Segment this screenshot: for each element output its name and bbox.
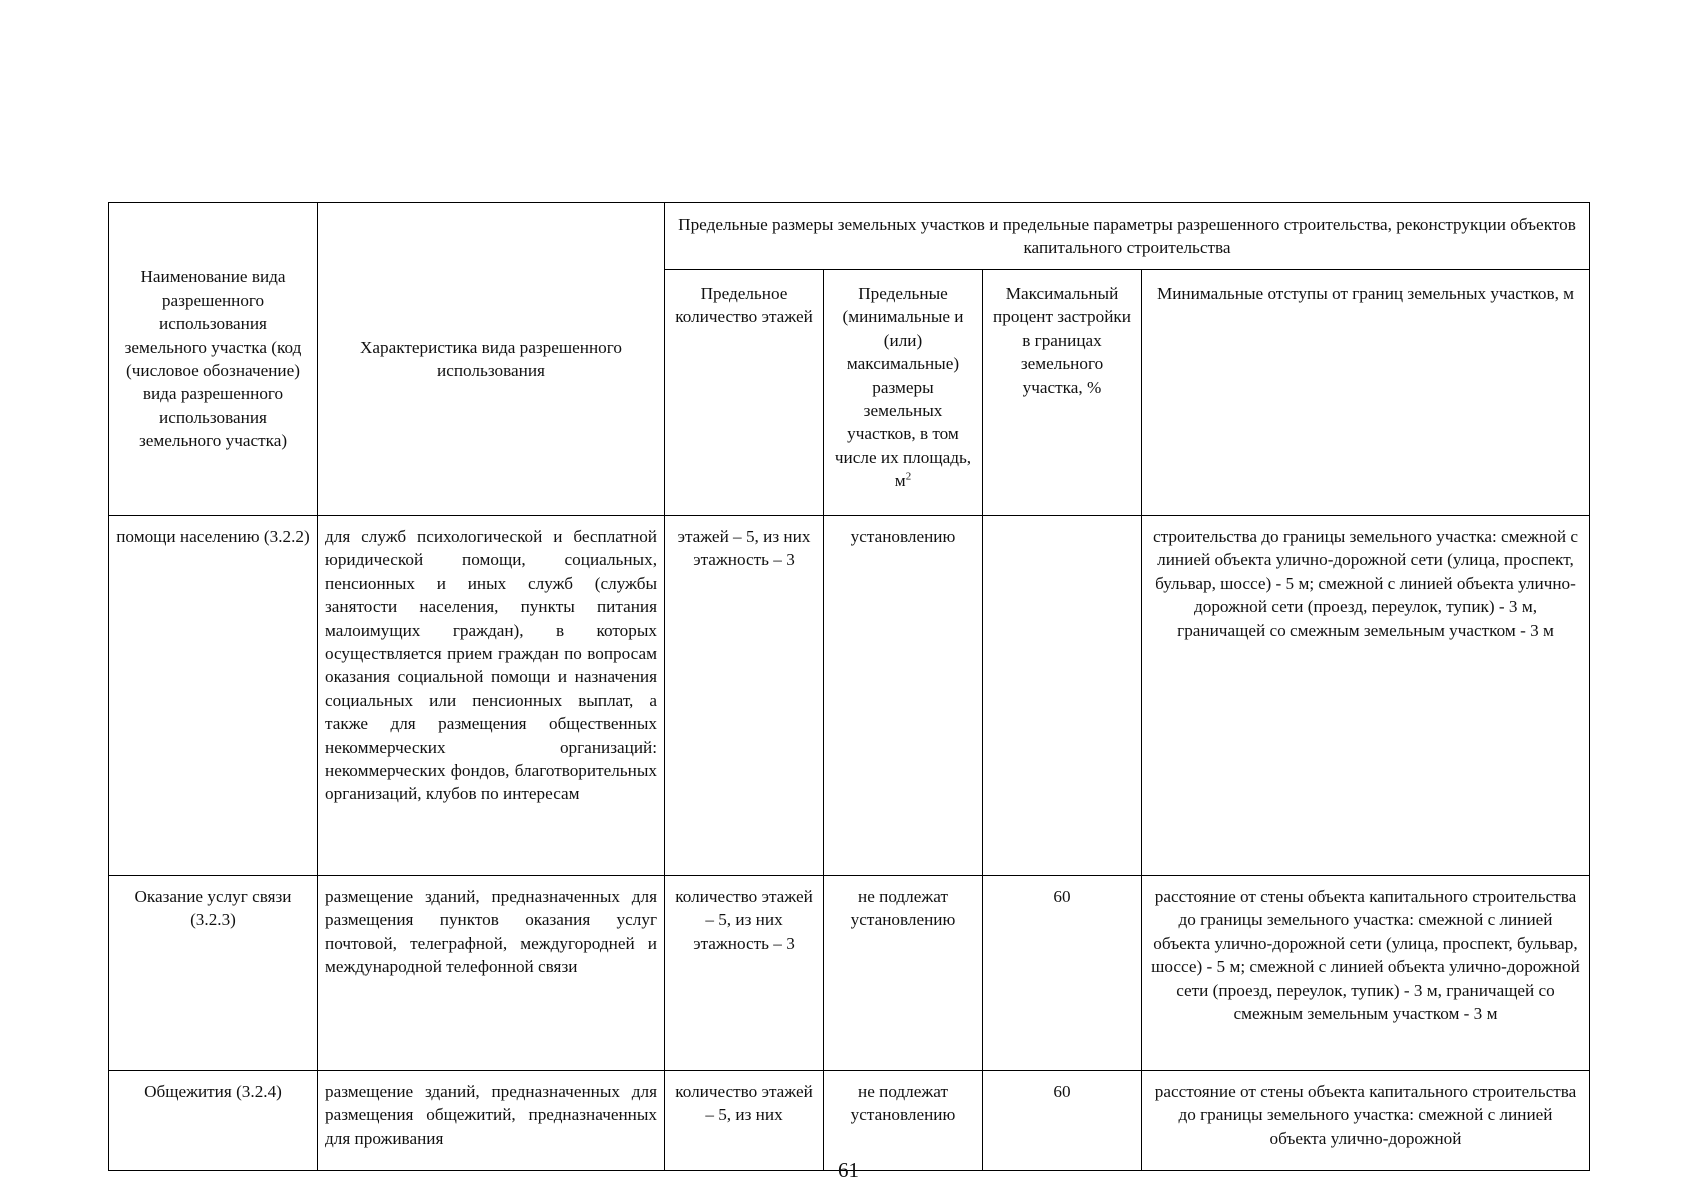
cell-name: помощи населению (3.2.2) [109, 516, 318, 876]
header-floors: Предельное количество этажей [665, 270, 824, 516]
cell-characteristic: размещение зданий, предназначенных для размещения общежитий, предназначенных для проживания [318, 1071, 665, 1171]
cell-setbacks: строительства до границы земельного участка: смежной с линией объекта улично-дорожной сети (улица, проспект, бульвар, шоссе) - 5 м; смежной с линией объекта улично-дорожной сети (проезд, переулок, тупик) - 3 м, граничащей со смежным земельным участком - 3 м [1142, 516, 1590, 876]
cell-sizes: не подлежат установлению [824, 1071, 983, 1171]
cell-percent [983, 516, 1142, 876]
cell-percent: 60 [983, 876, 1142, 1071]
table-row [109, 516, 1590, 876]
zoning-table [108, 202, 1590, 1171]
cell-characteristic: размещение зданий, предназначенных для размещения пунктов оказания услуг почтовой, телеграфной, междугородней и международной телефонной связи [318, 876, 665, 1071]
header-group-title: Предельные размеры земельных участков и предельные параметры разрешенного строительства, реконструкции объектов капитального строительства [665, 203, 1590, 270]
table-row [109, 1071, 1590, 1171]
header-setbacks: Минимальные отступы от границ земельных участков, м [1142, 270, 1590, 516]
cell-floors: количество этажей – 5, из них этажность – 3 [665, 876, 824, 1071]
header-characteristic: Характеристика вида разрешенного использования [318, 203, 665, 516]
header-sizes-text: Предельные (минимальные и (или) максимальные) размеры земельных участков, в том числе их площадь, м [834, 284, 972, 491]
cell-characteristic: для служб психологической и бесплатной юридической помощи, социальных, пенсионных и иных служб (службы занятости населения, пункты питания малоимущих граждан), в которых осуществляется прием граждан по вопросам оказания социальной помощи и назначения социальных или пенсионных выплат, а также для размещения общественных некоммерческих организаций: некоммерческих фондов, благотворительных организаций, клубов по интересам [318, 516, 665, 876]
cell-floors: этажей – 5, из них этажность – 3 [665, 516, 824, 876]
table-row [109, 876, 1590, 1071]
header-sizes [824, 270, 983, 516]
header-sizes-sup: 2 [905, 470, 912, 483]
page-number: 61 [838, 1158, 859, 1182]
cell-floors: количество этажей – 5, из них [665, 1071, 824, 1171]
cell-name: Оказание услуг связи (3.2.3) [109, 876, 318, 1071]
cell-name: Общежития (3.2.4) [109, 1071, 318, 1171]
cell-setbacks: расстояние от стены объекта капитального строительства до границы земельного участка: смежной с линией объекта улично-дорожной [1142, 1071, 1590, 1171]
header-percent: Максимальный процент застройки в границах земельного участка, % [983, 270, 1142, 516]
cell-setbacks: расстояние от стены объекта капитального строительства до границы земельного участка: смежной с линией объекта улично-дорожной сети (улица, проспект, бульвар, шоссе) - 5 м; смежной с линией объекта улично-дорожной сети (проезд, переулок, тупик) - 3 м, граничащей со смежным земельным участком - 3 м [1142, 876, 1590, 1071]
header-name: Наименование вида разрешенного использования земельного участка (код (числовое обозначение) вида разрешенного использования земельного участка) [109, 203, 318, 516]
cell-sizes: установлению [824, 516, 983, 876]
cell-sizes: не подлежат установлению [824, 876, 983, 1071]
cell-percent: 60 [983, 1071, 1142, 1171]
